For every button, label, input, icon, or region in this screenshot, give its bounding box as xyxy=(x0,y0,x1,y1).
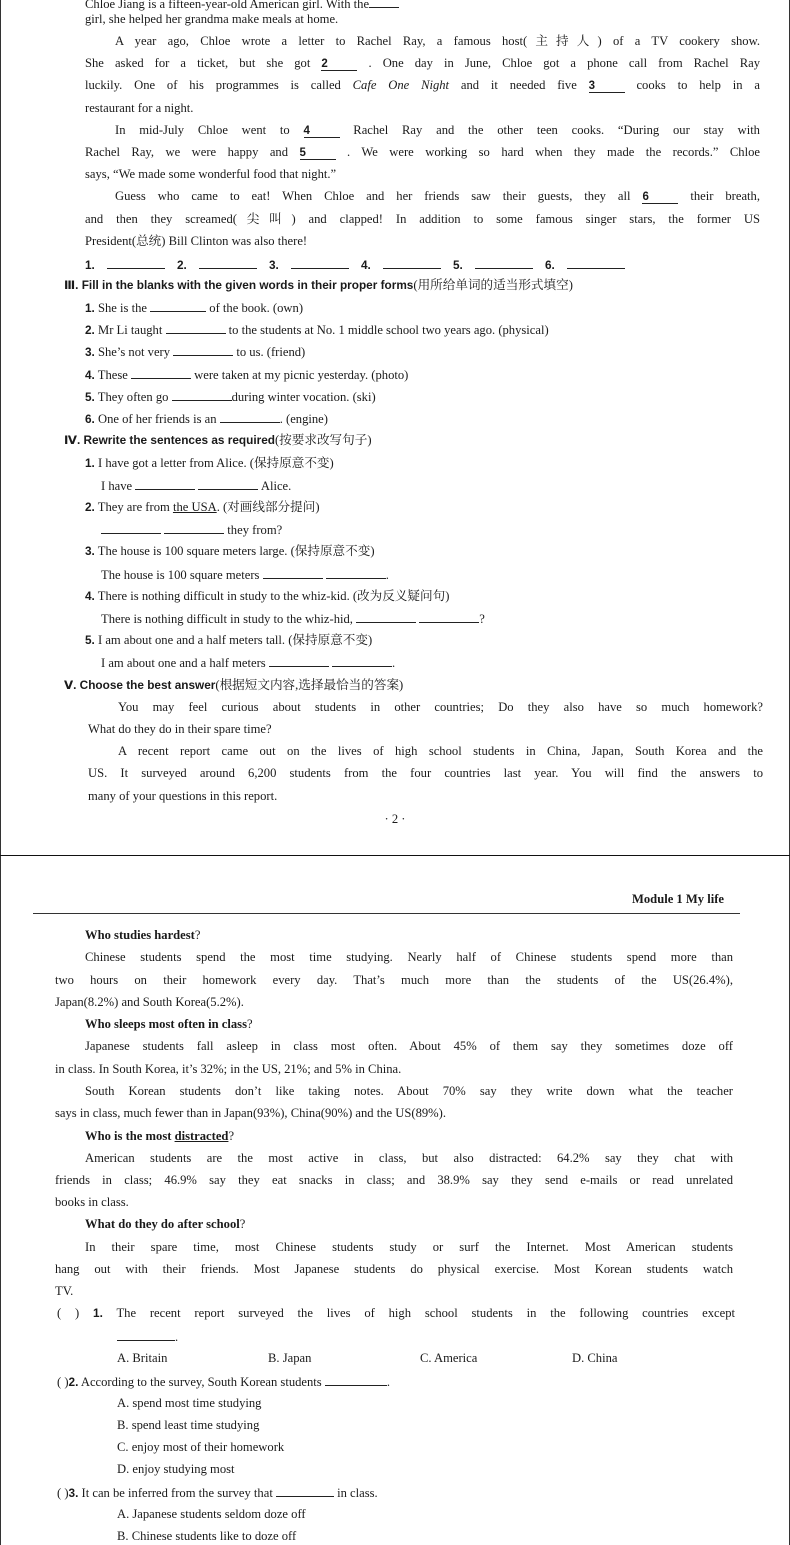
text-line xyxy=(115,188,760,204)
text-span: Mr Li taught xyxy=(94,323,166,337)
header-rule xyxy=(33,913,740,914)
text-span: In their spare time, most Chinese students study or surf the Internet. Most American students xyxy=(85,1240,733,1254)
text-span: friends in class; 46.9% say they eat snacks in class; and 38.9% say they send e-mails or read unrelated xyxy=(55,1173,733,1187)
text-line xyxy=(88,788,763,804)
text-span: were taken at my picnic yesterday. (photo) xyxy=(190,368,409,382)
text-span: distracted xyxy=(174,1129,229,1143)
text-line xyxy=(85,1016,735,1032)
text-span: President(总统) Bill Clinton was also there! xyxy=(85,234,308,248)
text-span: many of your questions in this report. xyxy=(88,789,278,803)
answer-blank[interactable] xyxy=(150,299,206,312)
text-line xyxy=(55,1105,733,1121)
text-span: You may feel curious about students in other countries; Do they also have so much homework? xyxy=(118,700,763,714)
text-line xyxy=(115,33,760,49)
text-line xyxy=(85,410,745,427)
answer-blank[interactable] xyxy=(291,256,349,269)
text-line xyxy=(85,233,760,249)
text-line xyxy=(85,949,733,965)
text-span: I am about one and a half meters xyxy=(101,656,269,670)
text-line xyxy=(85,321,745,338)
text-line xyxy=(85,144,760,160)
text-span: two hours on their homework every day. That’s much more than the students of the US(26.4%), xyxy=(55,973,733,987)
text-line xyxy=(85,299,745,316)
page-number: · 2 · xyxy=(384,812,406,826)
text-span: B. Chinese students like to doze off xyxy=(117,1529,297,1543)
text-span: ( ) xyxy=(57,1306,80,1320)
text-span: in class. xyxy=(333,1486,378,1500)
answer-blank[interactable] xyxy=(173,343,233,356)
text-span: American students are the most active in class, but also distracted: 64.2% say they chat with xyxy=(85,1151,733,1165)
text-line xyxy=(57,1484,735,1501)
text-line xyxy=(85,256,625,273)
text-span: ? xyxy=(194,928,201,942)
text-line xyxy=(117,1528,617,1544)
text-span: US. It surveyed around 6,200 students from the four countries last year. You will find the answers to xyxy=(88,766,763,780)
text-line xyxy=(55,972,733,988)
text-span: Rachel Ray and the other teen cooks. “During our stay with xyxy=(353,123,760,137)
text-span: ? xyxy=(479,612,485,626)
item-label: 6. xyxy=(545,258,555,272)
answer-blank[interactable] xyxy=(383,256,441,269)
answer-blank[interactable]: 5 xyxy=(300,147,336,160)
text-line xyxy=(64,277,764,293)
answer-blank[interactable] xyxy=(276,1484,334,1497)
text-span: The house is 100 square meters large. (保持原意不变) xyxy=(94,544,375,558)
text-span: Chinese students spend the most time studying. Nearly half of Chinese students spend more than xyxy=(85,950,733,964)
text-span: (根据短文内容,选择最恰当的答案) xyxy=(215,678,404,692)
text-span: the USA xyxy=(172,500,217,514)
text-span: Rachel Ray, we were happy and xyxy=(85,145,289,159)
text-span: Japanese students fall asleep in class most often. About 45% of them say they sometimes doze off xyxy=(85,1039,733,1053)
text-line xyxy=(117,1328,417,1345)
text-span: A. spend most time studying xyxy=(117,1396,262,1410)
text-line xyxy=(117,1506,617,1522)
text-span: The house is 100 square meters xyxy=(101,568,263,582)
text-line xyxy=(85,366,745,383)
text-span: She’s not very xyxy=(94,345,174,359)
text-span: of the book. (own) xyxy=(206,301,304,315)
text-span: Who studies hardest xyxy=(85,928,195,942)
text-span: B. Japan xyxy=(268,1351,312,1365)
text-span: to us. (friend) xyxy=(233,345,306,359)
text-line xyxy=(85,927,735,943)
text-line xyxy=(64,677,764,693)
text-span: Who is the most xyxy=(85,1129,175,1143)
text-span: . We were working so hard when they made the records.” Chloe xyxy=(346,145,760,159)
text-span: B. spend least time studying xyxy=(117,1418,260,1432)
text-line xyxy=(55,994,733,1010)
text-span: One of her friends is an xyxy=(94,412,220,426)
item-label: 5. xyxy=(85,633,95,647)
text-line xyxy=(85,1083,733,1099)
text-span: It can be inferred from the survey that xyxy=(78,1486,276,1500)
text-span: . xyxy=(175,1330,179,1344)
answer-blank[interactable] xyxy=(356,610,416,623)
text-span: Chloe Jiang is a fifteen-year-old American girl. With the xyxy=(85,0,370,11)
text-line xyxy=(101,566,741,583)
answer-blank[interactable]: 6 xyxy=(642,191,678,204)
text-span: Japan(8.2%) and South Korea(5.2%). xyxy=(55,995,244,1009)
text-line xyxy=(85,499,745,515)
text-line xyxy=(85,11,760,27)
text-span: She asked for a ticket, but she got xyxy=(85,56,311,70)
item-label: 2. xyxy=(85,500,95,514)
text-line xyxy=(57,1305,735,1321)
text-span: There is nothing difficult in study to the whiz-kid. (改为反义疑问句) xyxy=(94,589,450,603)
text-span: and it needed five xyxy=(460,78,577,92)
text-line xyxy=(55,1061,733,1077)
worksheet-page-3 xyxy=(0,856,790,1545)
text-line xyxy=(101,521,741,538)
text-span: Guess who came to eat! When Chloe and her friends saw their guests, they all xyxy=(115,189,631,203)
text-span: ( ) xyxy=(57,1486,69,1500)
text-line xyxy=(55,1172,733,1188)
text-line xyxy=(88,721,763,737)
answer-blank[interactable] xyxy=(117,1328,175,1341)
answer-blank[interactable] xyxy=(325,1373,387,1386)
text-span: A recent report came out on the lives of high school students in China, Japan, South Korea and the xyxy=(118,744,763,758)
answer-blank[interactable]: 4 xyxy=(304,125,340,138)
item-label: 1. xyxy=(85,301,95,315)
item-label: Ⅴ. Choose the best answer xyxy=(64,678,216,692)
text-span: Cafe One Night xyxy=(352,78,450,92)
answer-blank[interactable]: 3 xyxy=(589,80,625,93)
item-label: 3. xyxy=(68,1486,79,1500)
item-label: Ⅳ. Rewrite the sentences as required xyxy=(64,433,275,447)
item-label: 4. xyxy=(85,368,95,382)
text-line xyxy=(85,343,745,360)
text-span: . One day in June, Chloe got a phone call from Rachel Ray xyxy=(368,56,760,70)
running-header: Module 1 My life xyxy=(632,892,724,906)
text-span: . (对画线部分提问) xyxy=(216,500,320,514)
text-span: These xyxy=(94,368,131,382)
item-label: 6. xyxy=(85,412,95,426)
answer-blank[interactable] xyxy=(135,477,195,490)
text-line xyxy=(64,432,764,448)
text-line xyxy=(118,699,763,715)
page-left-border xyxy=(0,0,1,855)
item-label: 2. xyxy=(177,258,187,272)
text-span: I have got a letter from Alice. (保持原意不变) xyxy=(94,456,334,470)
item-label: 4. xyxy=(85,589,95,603)
text-span: According to the survey, South Korean students xyxy=(78,1375,325,1389)
text-span: their breath, xyxy=(690,189,761,203)
item-label: 2. xyxy=(68,1375,79,1389)
text-span: D. enjoy studying most xyxy=(117,1462,235,1476)
text-line xyxy=(85,77,760,93)
answer-blank[interactable] xyxy=(220,410,280,423)
answer-blank[interactable] xyxy=(475,256,533,269)
text-span: during winter vocation. (ski) xyxy=(231,390,376,404)
item-label: 3. xyxy=(85,544,95,558)
text-line xyxy=(85,1038,733,1054)
text-line xyxy=(85,166,760,182)
text-line xyxy=(85,588,745,604)
item-label: 4. xyxy=(361,258,371,272)
text-span: Who sleeps most often in class xyxy=(85,1017,247,1031)
answer-blank[interactable] xyxy=(107,256,165,269)
text-span: ( ) xyxy=(57,1375,69,1389)
text-line xyxy=(88,765,763,781)
text-span: (用所给单词的适当形式填空) xyxy=(413,278,573,292)
item-label: Ⅲ. Fill in the blanks with the given words in their proper forms xyxy=(64,278,414,292)
text-line xyxy=(85,211,760,227)
text-line xyxy=(57,1373,735,1390)
text-span: A. Britain xyxy=(117,1351,168,1365)
text-span: books in class. xyxy=(55,1195,129,1209)
text-span: C. America xyxy=(420,1351,478,1365)
item-label: 5. xyxy=(85,390,95,404)
text-span: they from? xyxy=(224,523,283,537)
item-label: 1. xyxy=(85,456,95,470)
text-line xyxy=(117,1417,617,1433)
text-span: They are from xyxy=(94,500,173,514)
text-span: ? xyxy=(246,1017,253,1031)
text-span: hang out with their friends. Most Japanese students do physical exercise. Most Korean students watch xyxy=(55,1262,733,1276)
text-line xyxy=(85,55,760,71)
answer-blank[interactable] xyxy=(164,521,224,534)
text-span: In mid-July Chloe went to xyxy=(115,123,290,137)
text-line xyxy=(117,1395,617,1411)
answer-blank[interactable] xyxy=(567,256,625,269)
answer-blank[interactable] xyxy=(101,521,161,534)
text-line xyxy=(572,1350,692,1366)
text-span: luckily. One of his programmes is called xyxy=(85,78,353,92)
text-line xyxy=(85,455,745,471)
answer-blank[interactable] xyxy=(263,566,323,579)
item-label: 1. xyxy=(93,1306,103,1320)
text-line xyxy=(85,1128,735,1144)
answer-blank[interactable] xyxy=(131,366,191,379)
answer-blank[interactable]: 2 xyxy=(321,58,357,71)
text-line xyxy=(420,1350,540,1366)
text-span: . xyxy=(386,1375,391,1389)
text-line xyxy=(85,100,760,116)
answer-blank[interactable] xyxy=(369,0,399,8)
text-span: What do they do after school xyxy=(85,1217,240,1231)
text-span: ? xyxy=(228,1129,235,1143)
answer-blank[interactable] xyxy=(332,654,392,667)
text-span: A. Japanese students seldom doze off xyxy=(117,1507,306,1521)
text-span: cooks to help in a xyxy=(636,78,760,92)
item-label: 2. xyxy=(85,323,95,337)
answer-blank[interactable] xyxy=(326,566,386,579)
answer-blank[interactable] xyxy=(166,321,226,334)
text-span: in class. In South Korea, it’s 32%; in the US, 21%; and 5% in China. xyxy=(55,1062,402,1076)
text-span: South Korean students don’t like taking notes. About 70% say they write down what the teacher xyxy=(85,1084,733,1098)
text-line xyxy=(85,1150,733,1166)
text-line xyxy=(117,1461,617,1477)
text-span: ? xyxy=(239,1217,246,1231)
text-span: and then they screamed(尖叫) and clapped! In addition to some famous singer stars, the former US xyxy=(85,212,760,226)
answer-blank[interactable] xyxy=(419,610,479,623)
text-line xyxy=(85,543,745,559)
text-span: (按要求改写句子) xyxy=(274,433,372,447)
text-span: TV. xyxy=(55,1284,74,1298)
text-line xyxy=(85,632,745,648)
answer-blank[interactable] xyxy=(172,388,232,401)
answer-blank[interactable] xyxy=(199,256,257,269)
text-span: . xyxy=(385,568,389,582)
text-line xyxy=(85,388,745,405)
answer-blank[interactable] xyxy=(269,654,329,667)
text-span: They often go xyxy=(94,390,172,404)
text-span: says, “We made some wonderful food that night.” xyxy=(85,167,337,181)
answer-blank[interactable] xyxy=(198,477,258,490)
text-span: restaurant for a night. xyxy=(85,101,194,115)
text-line xyxy=(55,1194,733,1210)
item-label: 3. xyxy=(269,258,279,272)
text-span: The recent report surveyed the lives of high school students in the following countries except xyxy=(116,1306,736,1320)
text-span: C. enjoy most of their homework xyxy=(117,1440,285,1454)
text-span: says in class, much fewer than in Japan(93%), China(90%) and the US(89%). xyxy=(55,1106,447,1120)
text-line xyxy=(115,122,760,138)
text-span: What do they do in their spare time? xyxy=(88,722,272,736)
text-span: . (engine) xyxy=(279,412,328,426)
text-line xyxy=(85,1239,733,1255)
item-label: 5. xyxy=(453,258,463,272)
text-span: . xyxy=(392,656,396,670)
text-line xyxy=(101,654,741,671)
text-span: She is the xyxy=(94,301,151,315)
item-label: 1. xyxy=(85,258,95,272)
text-line xyxy=(117,1439,617,1455)
text-line xyxy=(55,1261,733,1277)
item-label: 3. xyxy=(85,345,95,359)
page-left-border xyxy=(0,856,1,1545)
text-span: A year ago, Chloe wrote a letter to Rachel Ray, a famous host(主持人) of a TV cookery show. xyxy=(115,34,760,48)
text-span: Alice. xyxy=(258,479,292,493)
text-line xyxy=(85,1216,735,1232)
text-span: I have xyxy=(101,479,136,493)
text-line xyxy=(101,477,741,494)
text-line xyxy=(55,1283,733,1299)
text-span: girl, she helped her grandma make meals at home. xyxy=(85,12,339,26)
text-span: D. China xyxy=(572,1351,618,1365)
text-span: I am about one and a half meters tall. (保持原意不变) xyxy=(94,633,373,647)
text-span: to the students at No. 1 middle school two years ago. (physical) xyxy=(225,323,549,337)
text-line xyxy=(268,1350,388,1366)
text-span: There is nothing difficult in study to the whiz-hid, xyxy=(101,612,357,626)
text-line xyxy=(101,610,741,627)
text-line xyxy=(118,743,763,759)
